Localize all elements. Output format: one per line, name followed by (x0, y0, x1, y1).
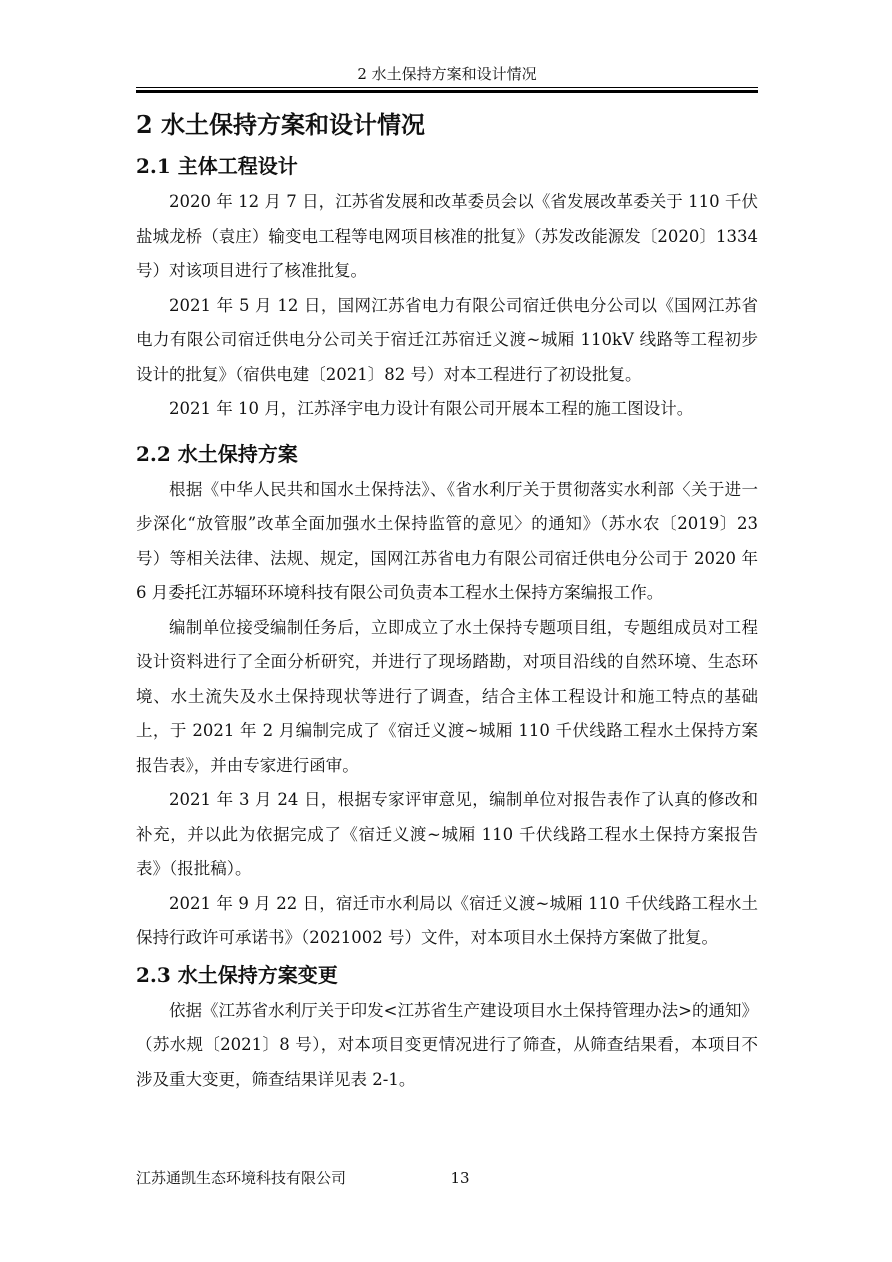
section-2-3-title: 2.3 水土保持方案变更 (136, 962, 338, 987)
footer-company: 江苏通凯生态环境科技有限公司 (136, 1169, 347, 1187)
section-2-1-paragraph: 2021 年 5 月 12 日，国网江苏省电力有限公司宿迁供电分公司以《国网江苏省电力有限公司宿迁供电分公司关于宿迁江苏宿迁义渡~城厢 110kV 线路等工程初步设计的批复》（宿供电建〔2021〕82 号）对本工程进行了初设批复。 (136, 295, 758, 384)
page-number: 13 (450, 1169, 470, 1187)
header-rule-thin (136, 87, 758, 88)
chapter-title: 2 水土保持方案和设计情况 (136, 110, 426, 139)
section-2-1-title: 2.1 主体工程设计 (136, 154, 298, 178)
page-content (136, 103, 758, 1097)
header-rule-thick (136, 90, 758, 93)
section-2-2-title: 2.2 水土保持方案 (136, 441, 298, 466)
section-2-1-paragraph: 2021 年 10 月，江苏泽宇电力设计有限公司开展本工程的施工图设计。 (169, 399, 694, 418)
section-2-1-paragraph: 2020 年 12 月 7 日，江苏省发展和改革委员会以《省发展改革委关于 110 千伏盐城龙桥（袁庄）输变电工程等电网项目核准的批复》（苏发改能源发〔2020〕1334 号）对该项目进行了核准批复。 (136, 192, 758, 280)
section-2-3-paragraph: 依据《江苏省水利厅关于印发<江苏省生产建设项目水土保持管理办法>的通知》（苏水规〔2021〕8 号），对本项目变更情况进行了筛查，从筛查结果看，本项目不涉及重大变更，筛查结果详见表 2-1。 (136, 1000, 758, 1089)
section-2-2-paragraph: 根据《中华人民共和国水土保持法》、《省水利厅关于贯彻落实水利部〈关于进一步深化“放管服”改革全面加强水土保持监管的意见〉的通知》（苏水农〔2019〕23 号）等相关法律、法规、规定，国网江苏省电力有限公司宿迁供电分公司于 2020 年 6 月委托江苏辐环环境科技有限公司负责本工程水土保持方案编报工作。 (136, 479, 758, 602)
section-2-2-paragraph: 编制单位接受编制任务后，立即成立了水土保持专题项目组，专题组成员对工程设计资料进行了全面分析研究，并进行了现场踏勘，对项目沿线的自然环境、生态环境、水土流失及水土保持现状等进行了调查，结合主体工程设计和施工特点的基础上，于 2021 年 2 月编制完成了《宿迁义渡~城厢 110 千伏线路工程水土保持方案报告表》，并由专家进行函审。 (136, 617, 758, 775)
running-header: 2 水土保持方案和设计情况 (357, 65, 537, 83)
section-2-2-paragraph: 2021 年 3 月 24 日，根据专家评审意见，编制单位对报告表作了认真的修改和补充，并以此为依据完成了《宿迁义渡~城厢 110 千伏线路工程水土保持方案报告表》（报批稿）。 (136, 790, 758, 878)
section-2-2-paragraph: 2021 年 9 月 22 日，宿迁市水利局以《宿迁义渡~城厢 110 千伏线路工程水土保持行政许可承诺书》（2021002 号）文件，对本项目水土保持方案做了批复。 (136, 893, 758, 947)
